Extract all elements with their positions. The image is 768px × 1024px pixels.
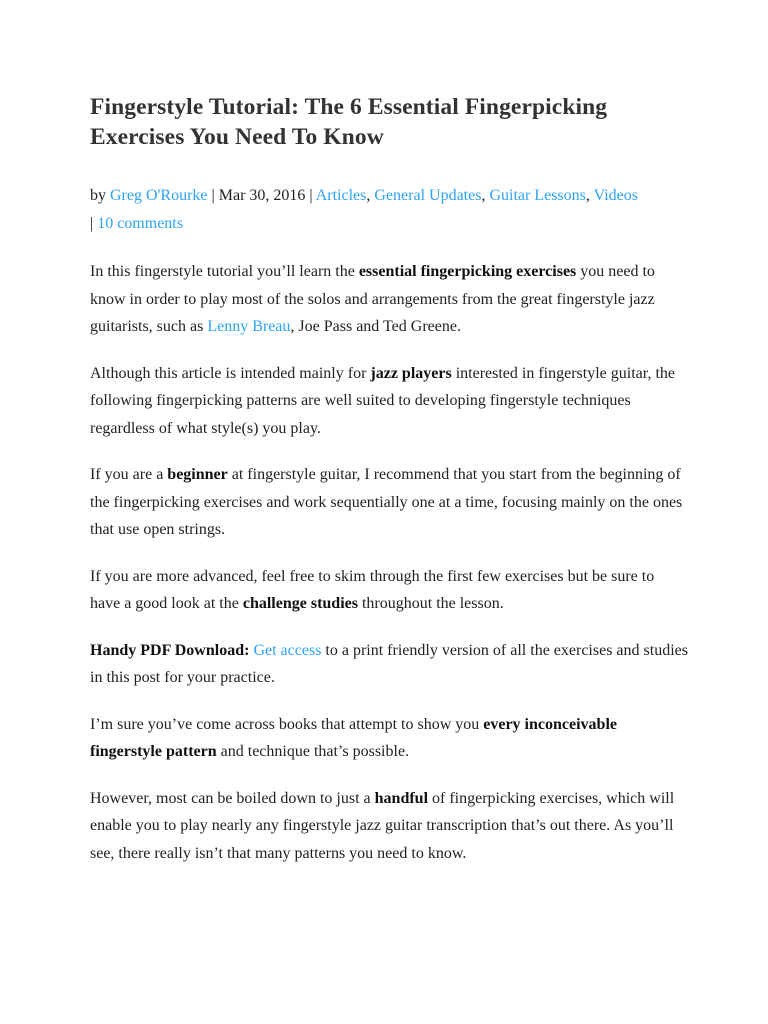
meta-separator: | — [207, 187, 219, 204]
bold-text: jazz players — [370, 364, 452, 382]
article-body — [90, 258, 688, 867]
paragraph-text: throughout the lesson. — [357, 595, 504, 612]
category-comma: , — [585, 187, 594, 204]
meta-separator: | — [305, 187, 316, 204]
paragraph-text: Although this article is intended mainly for — [90, 364, 371, 382]
paragraph-books — [90, 711, 688, 766]
paragraph-text: I’m sure you’ve come across books that attempt to show you — [90, 715, 484, 733]
article — [90, 92, 688, 867]
category-comma: , — [481, 187, 490, 204]
paragraph-text: of fingerpicking exercises, which will enable you to play nearly any fingerstyle jazz guitar transcription that’s out there. As you’ll see, there really isn’t that many patterns you need to know. — [90, 789, 675, 862]
meta-separator: | — [90, 215, 98, 232]
category-link-guitar-lessons[interactable]: Guitar Lessons — [489, 187, 586, 204]
bold-text: every inconceivable fingerstyle pattern — [90, 715, 617, 760]
comments-link[interactable]: 10 comments — [97, 215, 183, 232]
post-date: Mar 30, 2016 — [218, 187, 306, 204]
paragraph-beginner — [90, 461, 688, 544]
paragraph-audience — [90, 360, 688, 443]
get-access-link[interactable]: Get access — [253, 641, 322, 659]
paragraph-text: at fingerstyle guitar, I recommend that you start from the beginning of the fingerpicking exercises and work sequentially one at a time, focusing mainly on the ones that use open strings. — [90, 466, 683, 538]
bold-text: essential fingerpicking exercises — [358, 263, 577, 280]
author-link[interactable]: Greg O'Rourke — [110, 187, 208, 204]
paragraph-text: However, most can be boiled down to just a — [90, 789, 375, 807]
meta-by: by — [90, 187, 110, 204]
paragraph-text: , Joe Pass and Ted Greene. — [290, 318, 461, 335]
article-title: Fingerstyle Tutorial: The 6 Essential Fingerpicking Exercises You Need To Know — [90, 94, 608, 150]
paragraph-text: In this fingerstyle tutorial you’ll learn the — [90, 263, 359, 280]
paragraph-text: If you are more advanced, feel free to skim through the first few exercises but be sure to have a good look at the — [90, 567, 655, 612]
category-comma: , — [366, 187, 375, 204]
bold-text: Handy PDF Download: — [90, 641, 250, 659]
paragraph-text: to a print friendly version of all the exercises and studies in this post for your practice. — [90, 641, 688, 686]
paragraph-text: If you are a — [90, 466, 168, 483]
paragraph-advanced — [90, 563, 688, 618]
bold-text: beginner — [167, 466, 228, 483]
bold-text: challenge studies — [242, 595, 358, 612]
paragraph-text: interested in fingerstyle guitar, the following fingerpicking patterns are well suited to developing fingerstyle techniques regardless of what style(s) you play. — [90, 364, 675, 437]
paragraph-pdf-download — [90, 637, 688, 692]
category-link-videos[interactable]: Videos — [593, 187, 638, 204]
bold-text: handful — [374, 789, 429, 807]
paragraph-intro — [90, 258, 688, 341]
category-link-general-updates[interactable]: General Updates — [374, 187, 482, 204]
post-meta — [90, 182, 688, 238]
paragraph-text: you need to know in order to play most of the solos and arrangements from the great fingerstyle jazz guitarists, such as — [90, 263, 655, 335]
category-link-articles[interactable]: Articles — [315, 187, 367, 204]
paragraph-handful — [90, 785, 688, 868]
lenny-breau-link[interactable]: Lenny Breau — [207, 318, 291, 335]
paragraph-text: and technique that’s possible. — [216, 743, 410, 760]
